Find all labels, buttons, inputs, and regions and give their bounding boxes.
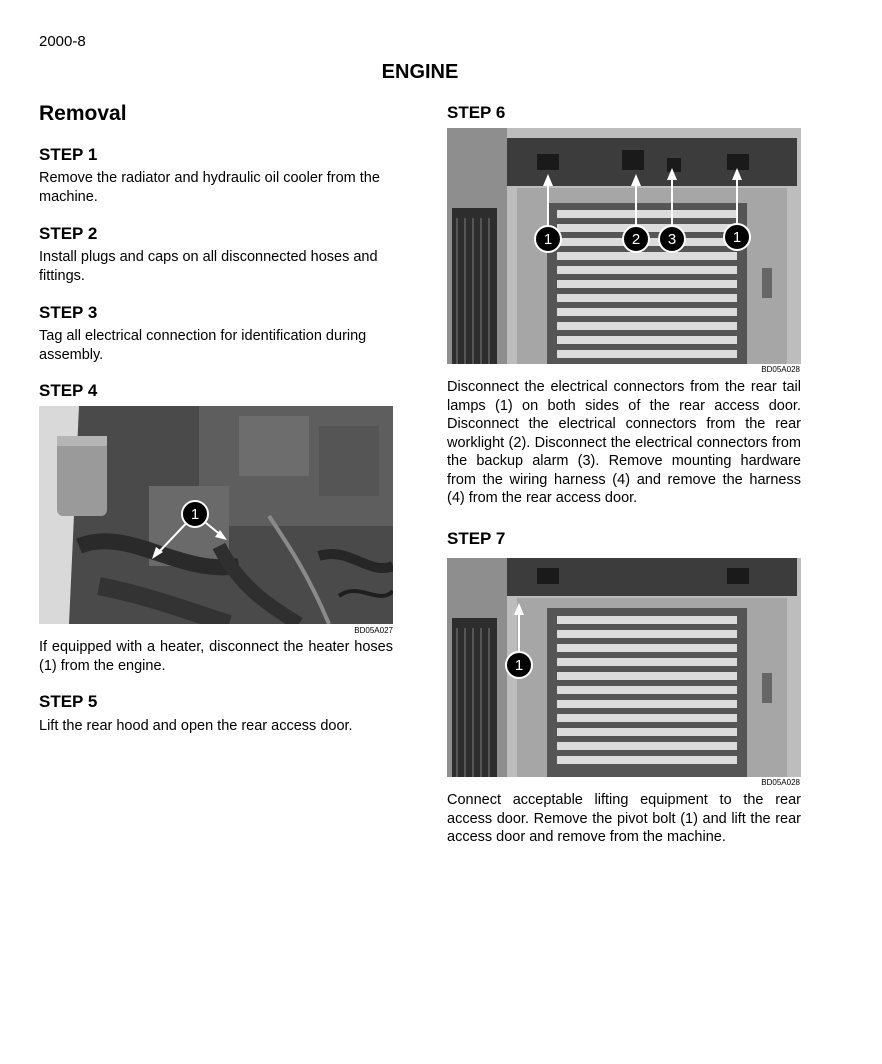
page-number: 2000-8 bbox=[39, 33, 86, 50]
page-title: ENGINE bbox=[381, 61, 459, 83]
step6-figure-code: BD05A028 bbox=[761, 365, 800, 374]
step6-callout-1b: 1 bbox=[732, 229, 742, 246]
step2-heading: STEP 2 bbox=[39, 224, 98, 243]
step1-heading: STEP 1 bbox=[39, 145, 98, 164]
step7-heading: STEP 7 bbox=[447, 529, 506, 548]
step5-text: Lift the rear hood and open the rear access door. bbox=[39, 718, 353, 734]
step1-text: Remove the radiator and hydraulic oil cooler from the machine. bbox=[39, 170, 380, 205]
step3-heading: STEP 3 bbox=[39, 303, 98, 322]
rear-access-door-photo bbox=[447, 128, 801, 364]
step4-heading: STEP 4 bbox=[39, 381, 98, 400]
step2-text: Install plugs and caps on all disconnected hoses and fittings. bbox=[39, 249, 378, 284]
step3-text: Tag all electrical connection for identification during assembly. bbox=[39, 328, 367, 363]
step7-callout-1: 1 bbox=[514, 657, 524, 674]
engine-heater-hoses-photo bbox=[39, 406, 393, 624]
step5-heading: STEP 5 bbox=[39, 692, 98, 711]
step4-text: If equipped with a heater, disconnect the heater hoses (1) from the engine. bbox=[39, 639, 393, 674]
step4-figure-code: BD05A027 bbox=[354, 626, 393, 635]
step4-callout-1: 1 bbox=[190, 506, 200, 523]
step6-text: Disconnect the electrical connectors from the rear tail lamps (1) on both sides of the rear access door. Disconnect the electrical connectors from the rear worklight (2). Disconnect the electrical connectors from the backup alarm (3). Remove mounting hardware from the wiring harness (4) and remove the harness (4) from the rear access door. bbox=[447, 379, 801, 506]
step7-figure-code: BD05A028 bbox=[761, 778, 800, 787]
step6-callout-2: 2 bbox=[631, 231, 641, 248]
step7-text: Connect acceptable lifting equipment to the rear access door. Remove the pivot bolt (1) and lift the rear access door and remove from the machine. bbox=[447, 792, 801, 845]
rear-access-door-pivot-photo bbox=[447, 558, 801, 777]
step6-heading: STEP 6 bbox=[447, 103, 506, 122]
step6-callout-3: 3 bbox=[667, 231, 677, 248]
section-title: Removal bbox=[39, 102, 127, 125]
step6-callout-1a: 1 bbox=[543, 231, 553, 248]
